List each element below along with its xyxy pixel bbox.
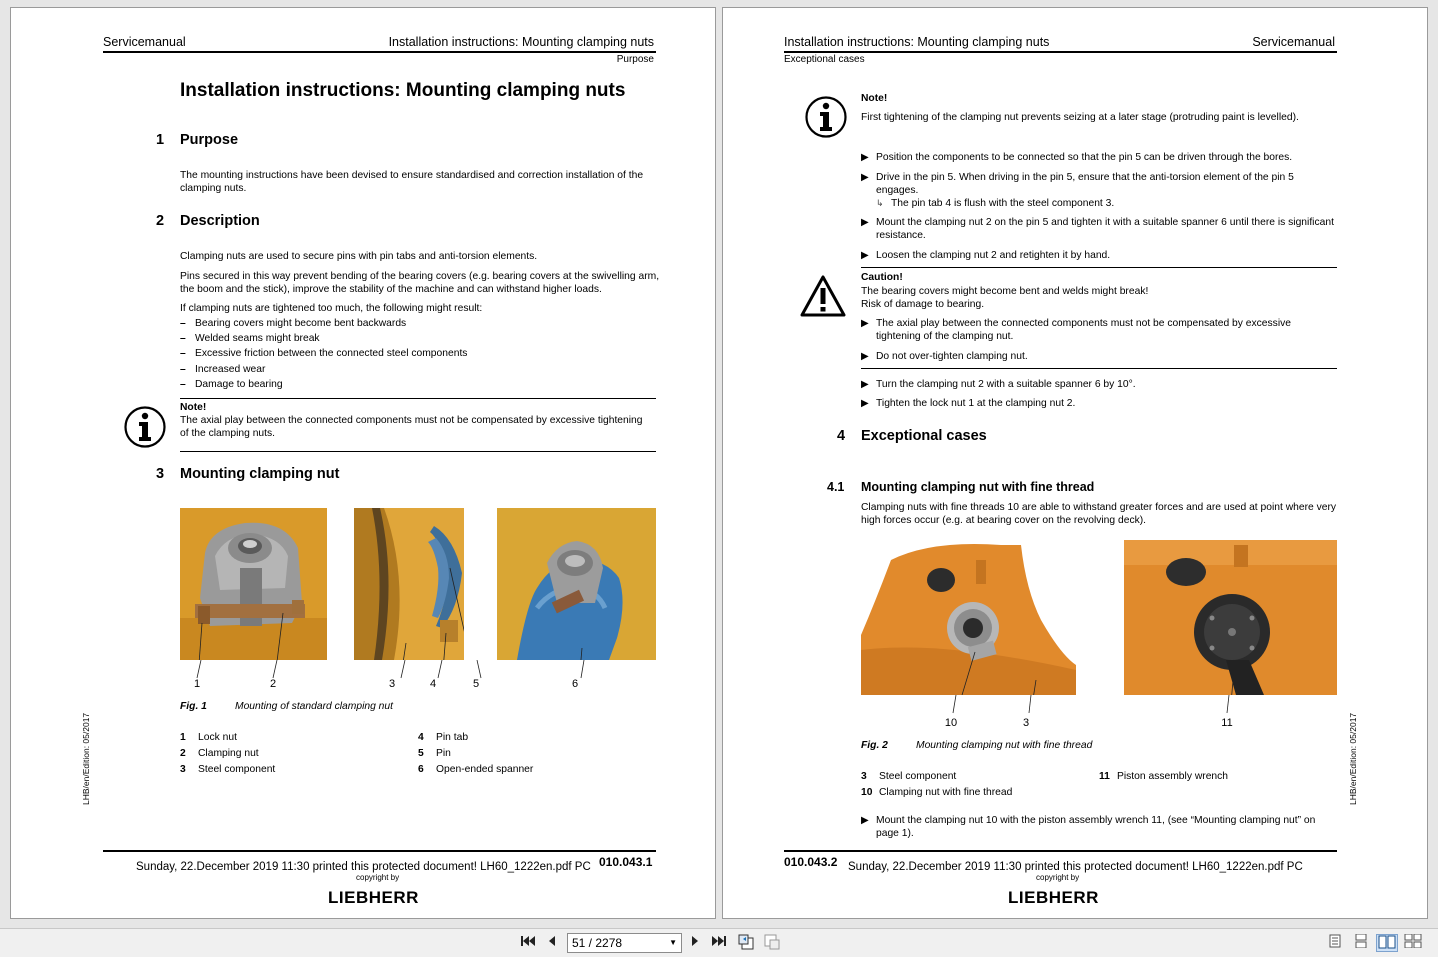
list-item: – Bearing covers might become bent backwards bbox=[180, 316, 660, 331]
legend-text: Clamping nut with fine thread bbox=[879, 787, 1013, 798]
section-1-number: 1 bbox=[156, 132, 165, 148]
section-4-1-title: Mounting clamping nut with fine thread bbox=[861, 480, 1095, 494]
step-2-result: ↳ The pin tab 4 is flush with the steel component 3. bbox=[876, 198, 1115, 209]
header-rule bbox=[103, 51, 656, 53]
note-text: The axial play between the connected components must not be compensated by excessive tightening of the clamping nuts. bbox=[180, 415, 643, 439]
legend-number: 1 bbox=[180, 732, 186, 743]
section-4-1-text: Clamping nuts with fine threads 10 are able to withstand greater forces and are used at point where very high forces occur (e.g. at bearing cover on the revolving deck). bbox=[861, 502, 1337, 526]
section-4-1-number: 4.1 bbox=[827, 480, 845, 494]
list-item: – Damage to bearing bbox=[180, 377, 660, 392]
print-notice: Sunday, 22.December 2019 11:30 printed this protected document! LH60_1222en.pdf PC bbox=[136, 861, 591, 873]
legend-number: 3 bbox=[861, 771, 867, 782]
edition-side-text: LHB/en/Edition: 05/2017 bbox=[81, 712, 91, 805]
figure-caption: Mounting clamping nut with fine thread bbox=[916, 740, 1093, 751]
step-3: ▶ Mount the clamping nut 2 on the pin 5 and tighten it with a suitable spanner 6 until there is significant resistance. bbox=[861, 217, 1334, 241]
legend-text: Open-ended spanner bbox=[436, 764, 534, 775]
list-item: – Welded seams might break bbox=[180, 331, 660, 346]
section-2-paragraph-2: Pins secured in this way prevent bending of the bearing covers (e.g. bearing covers at the swivelling arm, the boom and the stick), improve the stability of the machine and can withstand higher loads. bbox=[180, 271, 660, 295]
step-arrow-icon: ▶ bbox=[861, 217, 869, 228]
photo-piston-assembly-wrench bbox=[1124, 540, 1337, 695]
callout-1: 1 bbox=[193, 678, 201, 690]
section-3-title: Mounting clamping nut bbox=[180, 466, 340, 482]
footer-rule bbox=[784, 850, 1337, 852]
single-page-view-icon[interactable] bbox=[1325, 934, 1345, 952]
page-right bbox=[722, 7, 1428, 919]
footer-rule bbox=[103, 850, 656, 852]
section-4-title: Exceptional cases bbox=[861, 428, 987, 444]
edition-side-text: LHB/en/Edition: 05/2017 bbox=[1348, 712, 1358, 805]
caution-line-2: Risk of damage to bearing. bbox=[861, 299, 985, 310]
legend-text: Piston assembly wrench bbox=[1117, 771, 1229, 782]
callout-5: 5 bbox=[472, 678, 480, 690]
legend-number: 6 bbox=[418, 764, 424, 775]
legend-text: Clamping nut bbox=[198, 748, 259, 759]
next-page-icon[interactable] bbox=[685, 934, 705, 952]
note-label: Note! bbox=[180, 402, 207, 413]
legend-number: 5 bbox=[418, 748, 424, 759]
step-7: ▶ Mount the clamping nut 10 with the piston assembly wrench 11, (see “Mounting clamping nut” on page 1). bbox=[861, 815, 1316, 839]
callout-4: 4 bbox=[429, 678, 437, 690]
consequences-list bbox=[180, 316, 660, 392]
legend-text: Pin tab bbox=[436, 732, 469, 743]
caution-label: Caution! bbox=[861, 272, 903, 283]
warning-triangle-icon bbox=[799, 274, 847, 323]
caution-step-1: ▶ The axial play between the connected components must not be compensated by excessive tightening of the clamping nut. bbox=[861, 318, 1291, 342]
step-1: ▶ Position the components to be connected so that the pin 5 can be driven through the bores. bbox=[861, 152, 1293, 163]
legend-number: 10 bbox=[861, 787, 873, 798]
header-rule bbox=[784, 51, 1337, 53]
liebherr-logo: LIEBHERR bbox=[1008, 888, 1099, 907]
last-page-icon[interactable] bbox=[709, 934, 729, 952]
two-page-continuous-view-icon[interactable] bbox=[1403, 934, 1423, 952]
header-sub: Exceptional cases bbox=[784, 54, 865, 65]
header-left: Installation instructions: Mounting clamping nuts bbox=[784, 35, 1050, 49]
step-arrow-icon: ▶ bbox=[861, 152, 869, 163]
figure-caption: Mounting of standard clamping nut bbox=[235, 701, 393, 712]
legend-text: Lock nut bbox=[198, 732, 237, 743]
note-label: Note! bbox=[861, 93, 888, 104]
print-notice: Sunday, 22.December 2019 11:30 printed this protected document! LH60_1222en.pdf PC bbox=[848, 861, 1303, 873]
copyright-text: copyright by bbox=[356, 873, 400, 882]
callout-leader-lines bbox=[861, 695, 1341, 715]
caution-line-1: The bearing covers might become bent and welds might break! bbox=[861, 286, 1149, 297]
photo-open-ended-spanner bbox=[497, 508, 656, 660]
callout-10: 10 bbox=[944, 717, 958, 729]
note-rule-bottom bbox=[180, 451, 656, 452]
step-4: ▶ Loosen the clamping nut 2 and retighten it by hand. bbox=[861, 250, 1111, 261]
photo-standard-clamping-nut bbox=[180, 508, 327, 660]
section-2-paragraph-1: Clamping nuts are used to secure pins with pin tabs and anti-torsion elements. bbox=[180, 251, 538, 262]
photo-pin-tab bbox=[354, 508, 464, 660]
two-page-view-icon[interactable] bbox=[1376, 934, 1398, 952]
prev-page-icon[interactable] bbox=[542, 934, 562, 952]
callout-11: 11 bbox=[1221, 717, 1233, 729]
caution-rule-bottom bbox=[861, 368, 1337, 369]
callout-6: 6 bbox=[571, 678, 579, 690]
header-right: Servicemanual bbox=[1252, 35, 1335, 49]
legend-text: Steel component bbox=[198, 764, 276, 775]
note-rule-top bbox=[180, 398, 656, 399]
step-2: ▶ Drive in the pin 5. When driving in the pin 5, ensure that the anti-torsion element of the pin 5 engages. ↳ The pin tab 4 is flush with the steel component 3. bbox=[861, 171, 1337, 210]
step-5: ▶ Turn the clamping nut 2 with a suitable spanner 6 by 10°. bbox=[861, 379, 1136, 390]
section-2-number: 2 bbox=[156, 213, 165, 229]
page-title: Installation instructions: Mounting clamping nuts bbox=[180, 80, 626, 101]
figure-label: Fig. 1 bbox=[180, 701, 207, 712]
step-arrow-icon: ▶ bbox=[861, 815, 869, 826]
section-4-number: 4 bbox=[837, 428, 846, 444]
legend-text: Pin bbox=[436, 748, 451, 759]
header-sub: Purpose bbox=[616, 54, 654, 65]
step-arrow-icon: ▶ bbox=[861, 172, 869, 183]
page-indicator: 51 / 2278 bbox=[572, 936, 623, 950]
navigation-toolbar bbox=[0, 928, 1438, 957]
caution-rule-top bbox=[861, 267, 1337, 268]
step-6: ▶ Tighten the lock nut 1 at the clamping nut 2. bbox=[861, 398, 1076, 409]
result-arrow-icon: ↳ bbox=[876, 198, 884, 208]
legend-number: 2 bbox=[180, 748, 186, 759]
document-number: 010.043.1 bbox=[599, 855, 653, 869]
step-arrow-icon: ▶ bbox=[861, 250, 869, 261]
info-icon bbox=[123, 405, 167, 454]
section-1-text: The mounting instructions have been devised to ensure standardised and correction installation of the clamping nuts. bbox=[180, 170, 644, 194]
note-text: First tightening of the clamping nut prevents seizing at a later stage (protruding paint is levelled). bbox=[861, 112, 1299, 123]
header-left: Servicemanual bbox=[103, 35, 186, 49]
chevron-down-icon[interactable]: ▼ bbox=[669, 938, 677, 947]
callout-2: 2 bbox=[269, 678, 277, 690]
legend-text: Steel component bbox=[879, 771, 957, 782]
go-forward-view-icon[interactable] bbox=[762, 934, 782, 952]
copyright-text: copyright by bbox=[1036, 873, 1080, 882]
step-arrow-icon: ▶ bbox=[861, 398, 869, 409]
section-3-number: 3 bbox=[156, 466, 165, 482]
callout-3: 3 bbox=[388, 678, 396, 690]
legend-number: 11 bbox=[1099, 771, 1110, 782]
page-number-input[interactable] bbox=[567, 933, 682, 953]
callout-leader-lines bbox=[180, 660, 660, 680]
info-icon bbox=[804, 95, 848, 144]
legend-number: 3 bbox=[180, 764, 186, 775]
section-2-paragraph-3: If clamping nuts are tightened too much, the following might result: bbox=[180, 303, 483, 314]
first-page-icon[interactable] bbox=[518, 934, 538, 952]
list-item: – Excessive friction between the connected steel components bbox=[180, 346, 660, 361]
section-2-title: Description bbox=[180, 213, 260, 229]
legend-number: 4 bbox=[418, 732, 424, 743]
continuous-view-icon[interactable] bbox=[1351, 934, 1371, 952]
liebherr-logo: LIEBHERR bbox=[328, 888, 419, 907]
step-arrow-icon: ▶ bbox=[861, 379, 869, 390]
list-item: – Increased wear bbox=[180, 362, 660, 377]
caution-step-2: ▶ Do not over-tighten clamping nut. bbox=[861, 351, 1028, 362]
page-left bbox=[10, 7, 716, 919]
go-back-view-icon[interactable] bbox=[736, 934, 756, 952]
figure-label: Fig. 2 bbox=[861, 740, 888, 751]
document-number: 010.043.2 bbox=[784, 855, 838, 869]
header-right: Installation instructions: Mounting clamping nuts bbox=[388, 35, 654, 49]
callout-3: 3 bbox=[1022, 717, 1030, 729]
step-arrow-icon: ▶ bbox=[861, 318, 869, 329]
section-1-title: Purpose bbox=[180, 132, 239, 148]
step-arrow-icon: ▶ bbox=[861, 351, 869, 362]
photo-fine-thread-nut bbox=[861, 540, 1076, 695]
